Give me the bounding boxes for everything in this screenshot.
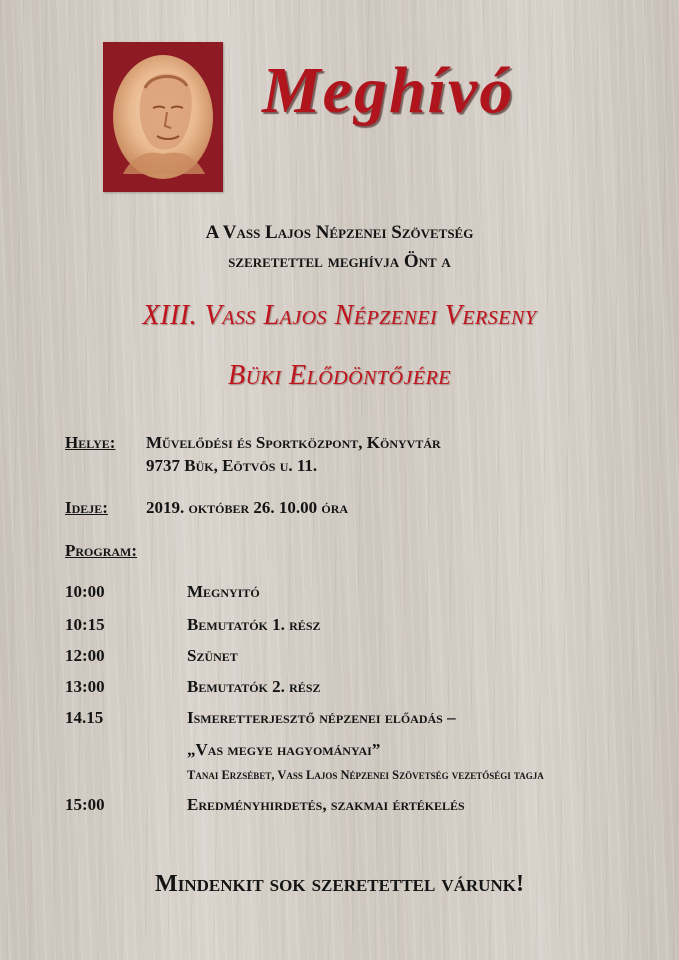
time-value: 2019. október 26. 10.00 óra <box>146 498 349 517</box>
program-item: Ismeretterjesztő népzenei előadás – <box>187 708 456 727</box>
program-time: 15:00 <box>65 795 105 814</box>
place-venue: Művelődési és Sportközpont, Könyvtár <box>146 433 441 452</box>
intro-invitation: szeretettel meghívja Önt a <box>228 251 451 272</box>
program-item: Bemutatók 2. rész <box>187 677 321 696</box>
program-time: 10:00 <box>65 582 105 601</box>
program-item-subtitle: „Vas megye hagyományai” <box>187 740 381 759</box>
page-title: Meghívó <box>262 54 515 127</box>
program-label: Program: <box>65 541 138 560</box>
time-label: Ideje: <box>65 498 108 517</box>
program-item: Szünet <box>187 646 238 665</box>
place-address: 9737 Bük, Eötvös u. 11. <box>146 456 318 475</box>
event-name: XIII. Vass Lajos Népzenei Verseny <box>142 300 537 331</box>
program-time: 13:00 <box>65 677 105 696</box>
program-item-presenter: Tanai Erzsébet, Vass Lajos Népzenei Szövetség vezetőségi tagja <box>187 768 544 782</box>
intro-organizer: A Vass Lajos Népzenei Szövetség <box>205 222 474 243</box>
portrait-medallion-icon <box>103 42 223 192</box>
program-time: 14.15 <box>65 708 104 727</box>
program-item: Bemutatók 1. rész <box>187 615 321 634</box>
program-item: Eredményhirdetés, szakmai értékelés <box>187 795 465 814</box>
place-label: Helye: <box>65 433 116 452</box>
program-item: Megnyitó <box>187 582 260 601</box>
event-subtitle: Büki Elődöntőjére <box>227 360 452 391</box>
closing-message: Mindenkit sok szeretettel várunk! <box>155 871 524 897</box>
program-time: 10:15 <box>65 615 105 634</box>
program-time: 12:00 <box>65 646 105 665</box>
